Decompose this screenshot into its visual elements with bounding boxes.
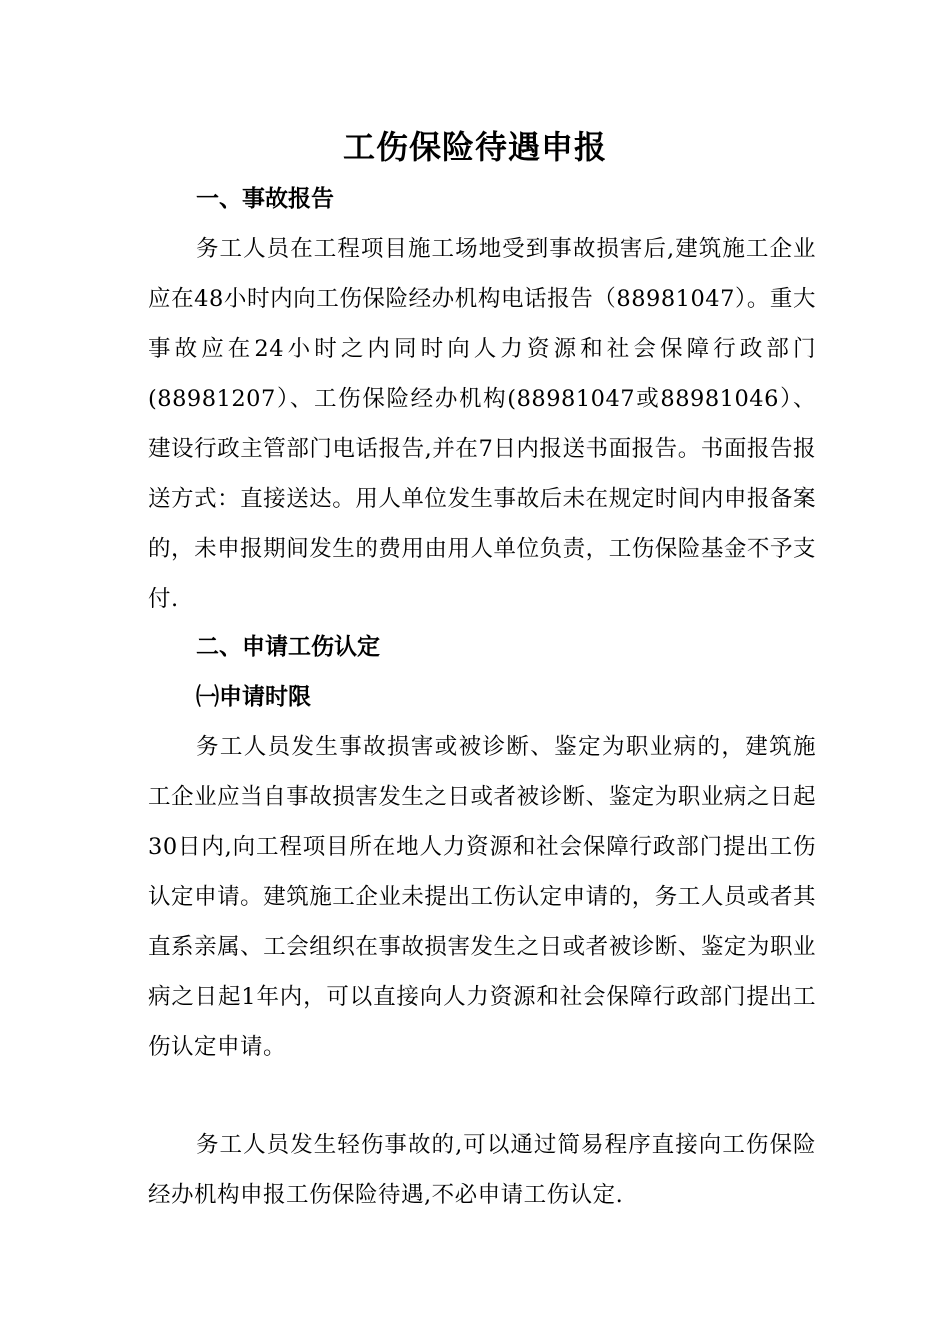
application-deadline-paragraph: 务工人员发生事故损害或被诊断、鉴定为职业病的，建筑施工企业应当自事故损害发生之日或者被诊断、鉴定为职业病之日起30日内,向工程项目所在地人力资源和社会保障行政部门提出工伤认定申请。建筑施工企业未提出工伤认定申请的，务工人员或者其直系亲属、工会组织在事故损害发生之日或者被诊断、鉴定为职业病之日起1年内，可以直接向人力资源和社会保障行政部门提出工伤认定申请。 [148,734,816,1060]
document-title: 工伤保险待遇申报 [342,128,607,166]
section-heading-injury-certification: 二、申请工伤认定 [196,634,380,660]
section-heading-accident-report: 一、事故报告 [196,186,334,212]
accident-report-paragraph: 务工人员在工程项目施工场地受到事故损害后,建筑施工企业应在48小时内向工伤保险经办机构电话报告（88981047）。重大事故应在24小时之内同时向人力资源和社会保障行政部门(88981207）、工伤保险经办机构(88981047或88981046）、建设行政主管部门电话报告,并在7日内报送书面报告。书面报告报送方式：直接送达。用人单位发生事故后未在规定时间内申报备案的，未申报期间发生的费用由用人单位负责，工伤保险基金不予支付. [148,236,816,612]
minor-injury-paragraph: 务工人员发生轻伤事故的,可以通过简易程序直接向工伤保险经办机构申报工伤保险待遇,不必申请工伤认定. [148,1132,816,1208]
subheading-application-deadline: ㈠申请时限 [196,684,311,710]
